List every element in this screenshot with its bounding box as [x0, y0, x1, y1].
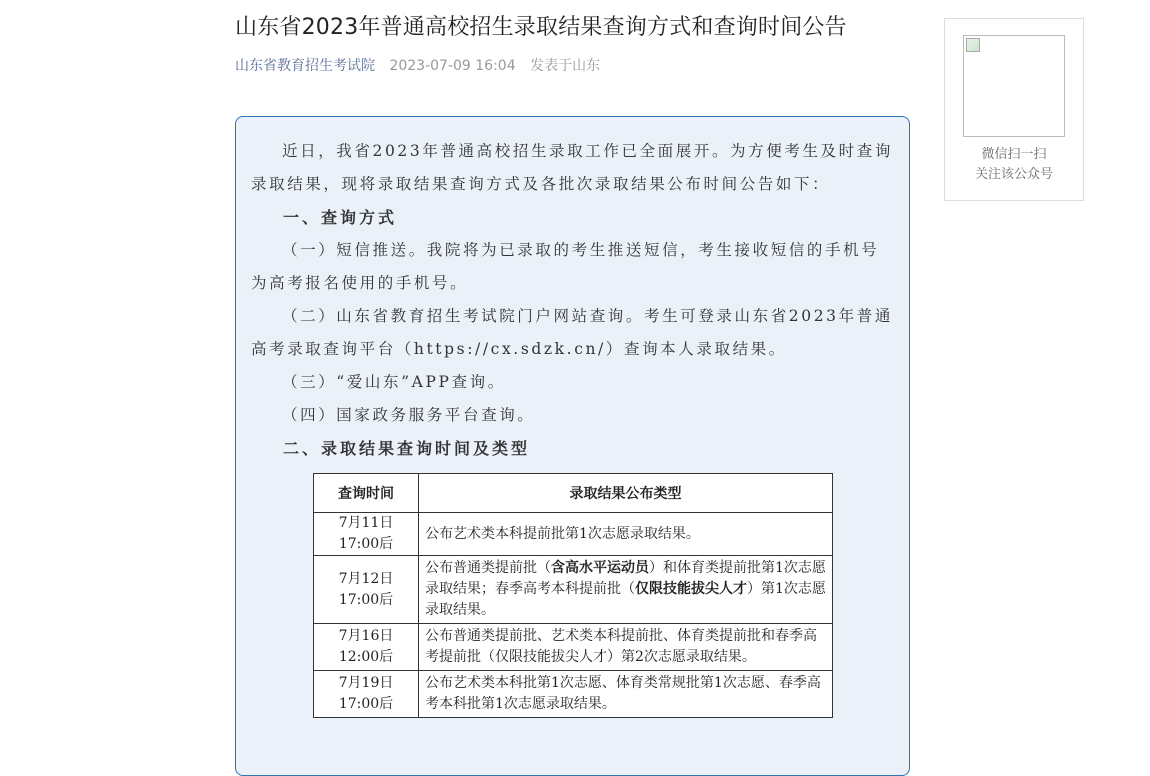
row-content-cell	[419, 671, 833, 718]
table-row	[314, 556, 833, 624]
qr-caption-line1: 微信扫一扫	[981, 147, 1047, 162]
row-date: 7月16日	[338, 628, 394, 644]
table-header-row	[314, 474, 833, 513]
article-meta	[235, 55, 600, 75]
row-content-text: ）和体育类提前批第1次志愿录取结果；春季高考本科提前批（	[425, 560, 826, 597]
row-content-cell	[419, 624, 833, 671]
row-content-text: 公布普通类提前批（	[425, 560, 551, 576]
header-type: 录取结果公布类型	[419, 474, 833, 513]
header-time: 查询时间	[314, 474, 419, 513]
qr-code-image	[963, 35, 1065, 137]
row-content-text: 公布普通类提前批、艺术类本科提前批、体育类提前批和春季高考提前批（仅限技能拔尖人才）第2次志愿录取结果。	[425, 628, 817, 665]
row-content-emphasis: 仅限技能拔尖人才	[635, 581, 747, 597]
row-date: 7月12日	[338, 570, 394, 587]
row-content-text: ）第1次志愿录取结果。	[425, 581, 826, 618]
row-date: 7月19日	[338, 675, 394, 691]
paragraph-app: （三）“爱山东”APP查询。	[282, 373, 506, 391]
row-time-cell	[314, 671, 419, 718]
qr-caption	[945, 145, 1083, 185]
paragraph-sms: （一）短信推送。我院将为已录取的考生推送短信，考生接收短信的手机号为高考报名使用的手机号。	[251, 241, 880, 292]
article-body	[235, 116, 910, 776]
paragraph-gov-platform: （四）国家政务服务平台查询。	[282, 406, 536, 424]
row-content-cell	[419, 556, 833, 624]
heading-query-methods: 一、查询方式	[283, 208, 398, 227]
schedule-table	[313, 473, 833, 718]
row-time-cell	[314, 513, 419, 556]
author-link[interactable]: 山东省教育招生考试院	[235, 58, 375, 74]
table-row	[314, 671, 833, 718]
row-hour: 17:00后	[338, 696, 394, 712]
row-content-text: 公布艺术类本科提前批第1次志愿录取结果。	[425, 525, 700, 542]
row-hour: 17:00后	[338, 536, 394, 552]
row-time-cell	[314, 556, 419, 624]
broken-image-icon	[966, 38, 980, 52]
row-date: 7月11日	[338, 515, 394, 531]
article-title: 山东省2023年普通高校招生录取结果查询方式和查询时间公告	[235, 15, 847, 40]
paragraph-website: （二）山东省教育招生考试院门户网站查询。考生可登录山东省2023年普通高考录取查询平台（https://cx.sdzk.cn/）查询本人录取结果。	[251, 307, 893, 358]
publish-location: 发表于山东	[530, 58, 601, 74]
table-row	[314, 513, 833, 556]
row-content-text: 公布艺术类本科批第1次志愿、体育类常规批第1次志愿、春季高考本科批第1次志愿录取结果。	[425, 675, 821, 712]
publish-date: 2023-07-09 16:04	[389, 58, 516, 74]
table-row	[314, 624, 833, 671]
row-content-emphasis: 含高水平运动员	[551, 560, 649, 576]
qr-caption-line2: 关注该公众号	[974, 167, 1053, 182]
heading-query-time: 二、录取结果查询时间及类型	[283, 439, 531, 458]
qr-panel	[944, 18, 1084, 201]
row-time-cell	[314, 624, 419, 671]
paragraph-intro: 近日，我省2023年普通高校招生录取工作已全面展开。为方便考生及时查询录取结果，现将录取结果查询方式及各批次录取结果公布时间公告如下：	[251, 142, 893, 193]
row-hour: 17:00后	[338, 591, 394, 608]
row-hour: 12:00后	[338, 649, 394, 665]
row-content-cell	[419, 513, 833, 556]
